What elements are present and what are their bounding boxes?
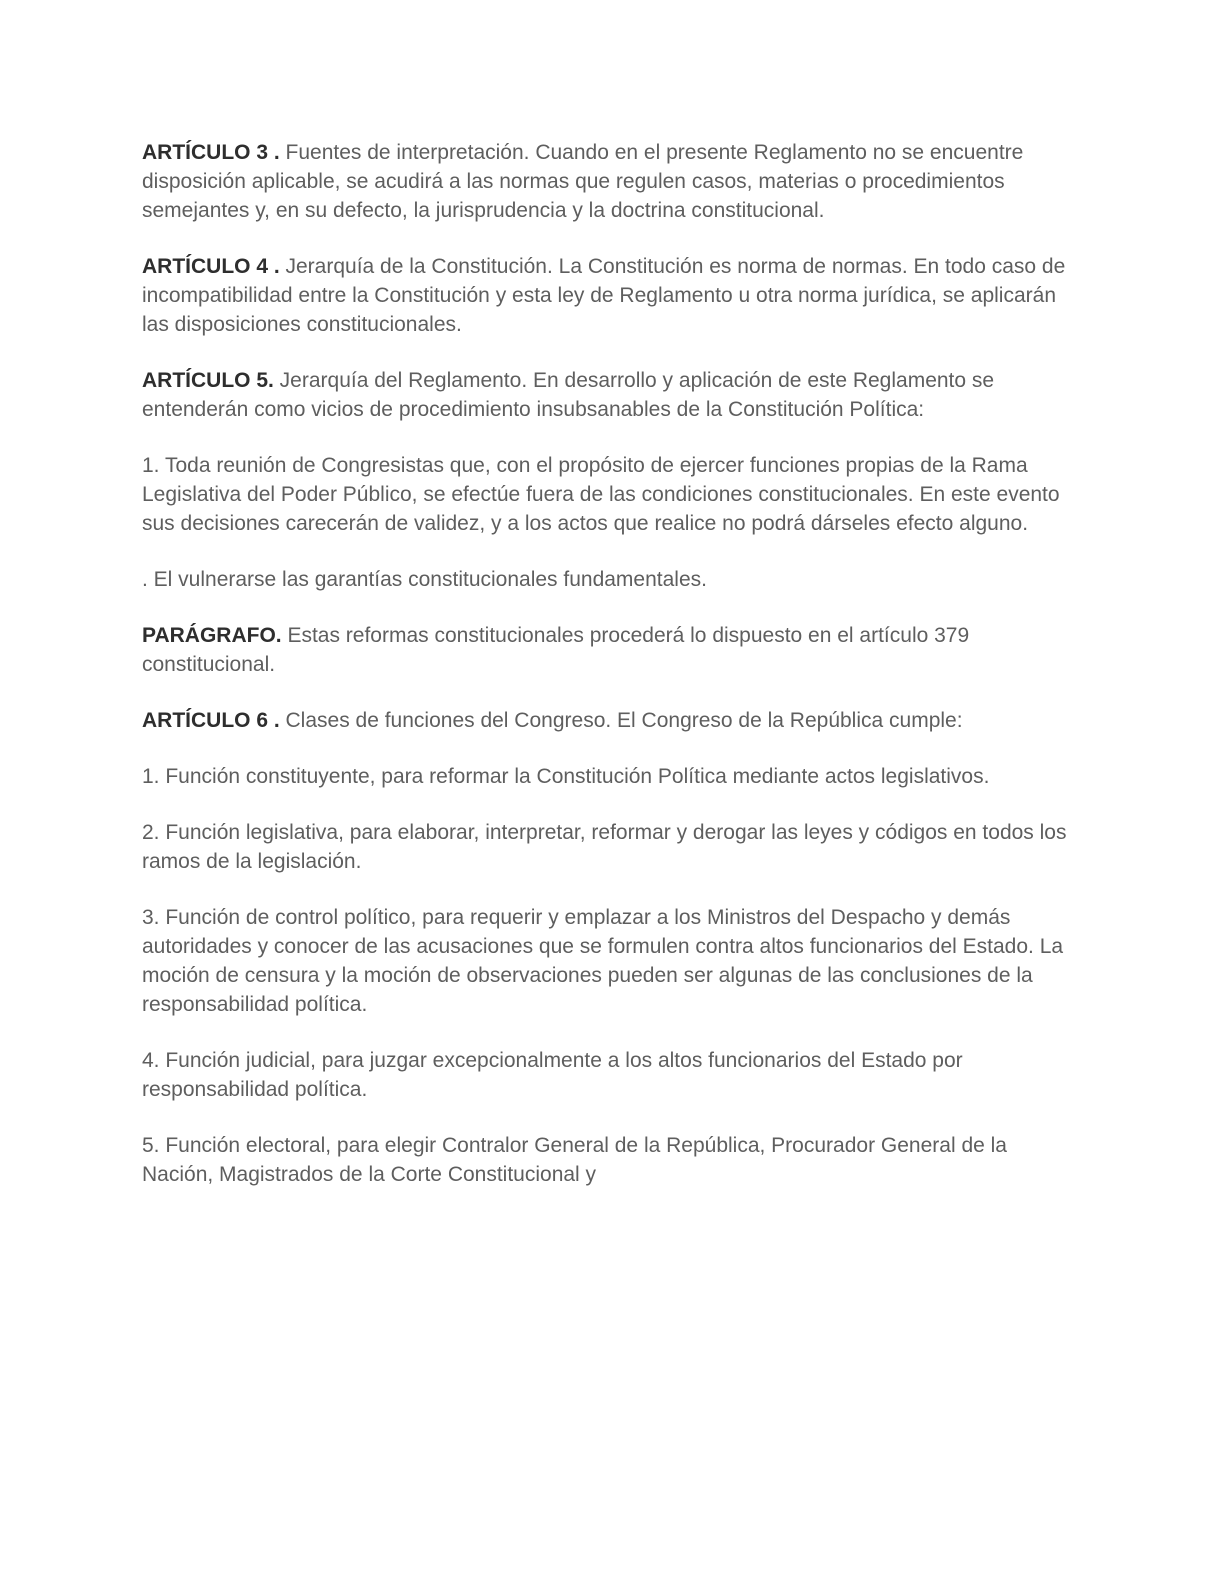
paragraph-text: Fuentes de interpretación. Cuando en el presente Reglamento no se encuentre disposición aplicable, se acudirá a las normas que regulen casos, materias o procedimientos semejantes y, en su defecto, la jurisprudencia y la doctrina constitucional. — [142, 141, 1024, 222]
list-item-paragraph — [142, 451, 1067, 538]
paragraph-text: 1. Toda reunión de Congresistas que, con el propósito de ejercer funciones propias de la Rama Legislativa del Poder Público, se efectúe fuera de las condiciones constitucionales. En este evento sus decisiones carecerán de validez, y a los actos que realice no podrá dárseles efecto alguno. — [142, 454, 1060, 535]
paragraph-text: Jerarquía del Reglamento. En desarrollo y aplicación de este Reglamento se entenderán como vicios de procedimiento insubsanables de la Constitución Política: — [142, 369, 995, 421]
paragraph-text: 3. Función de control político, para requerir y emplazar a los Ministros del Despacho y demás autoridades y conocer de las acusaciones que se formulen contra altos funcionarios del Estado. La moción de censura y la moción de observaciones pueden ser algunas de las conclusiones de la responsabilidad política. — [142, 906, 1064, 1016]
list-item-paragraph — [142, 903, 1067, 1019]
list-item-paragraph — [142, 762, 1067, 791]
paragrafo-paragraph — [142, 621, 1067, 679]
list-item-paragraph — [142, 1131, 1067, 1189]
article-6-paragraph — [142, 706, 1067, 735]
article-heading: ARTÍCULO 3 . — [142, 141, 280, 164]
article-4-paragraph — [142, 252, 1067, 339]
paragraph-text: 2. Función legislativa, para elaborar, interpretar, reformar y derogar las leyes y códigos en todos los ramos de la legislación. — [142, 821, 1067, 873]
article-heading: ARTÍCULO 4 . — [142, 255, 280, 278]
list-item-paragraph — [142, 818, 1067, 876]
paragraph-text: Clases de funciones del Congreso. El Congreso de la República cumple: — [279, 709, 963, 732]
article-heading: PARÁGRAFO. — [142, 624, 282, 647]
list-item-paragraph — [142, 565, 1067, 594]
article-heading: ARTÍCULO 6 . — [142, 709, 280, 732]
list-item-paragraph — [142, 1046, 1067, 1104]
paragraph-text: 4. Función judicial, para juzgar excepcionalmente a los altos funcionarios del Estado por responsabilidad política. — [142, 1049, 963, 1101]
paragraph-text: 1. Función constituyente, para reformar la Constitución Política mediante actos legislativos. — [142, 765, 990, 788]
article-5-paragraph — [142, 366, 1067, 424]
paragraph-text: Estas reformas constitucionales procederá lo dispuesto en el artículo 379 constitucional. — [142, 624, 970, 676]
article-3-paragraph — [142, 138, 1067, 225]
article-heading: ARTÍCULO 5. — [142, 369, 274, 392]
document-page — [142, 138, 1067, 1216]
paragraph-text: Jerarquía de la Constitución. La Constitución es norma de normas. En todo caso de incompatibilidad entre la Constitución y esta ley de Reglamento u otra norma jurídica, se aplicarán las disposiciones constitucionales. — [142, 255, 1066, 336]
paragraph-text: 5. Función electoral, para elegir Contralor General de la República, Procurador General de la Nación, Magistrados de la Corte Constitucional y — [142, 1134, 1007, 1186]
paragraph-text: . El vulnerarse las garantías constitucionales fundamentales. — [142, 568, 707, 591]
